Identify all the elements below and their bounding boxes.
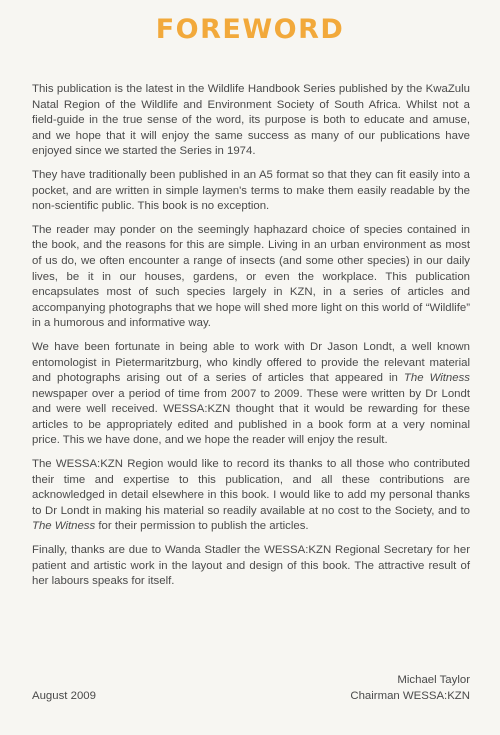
signature-name: Michael Taylor bbox=[397, 674, 470, 686]
paragraph-format: They have traditionally been published in an A5 format so that they can fit easily into a pocket, and are written in simple laymen's terms to make them easily readable by the non-scientific public. This book is no exception. bbox=[32, 168, 470, 213]
paragraph-thanks-text-b: for their permission to publish the articles. bbox=[95, 520, 309, 533]
signature-block bbox=[350, 673, 470, 704]
foreword-body bbox=[32, 82, 470, 598]
paragraph-londt-text-b: newspaper over a period of time from 2007 to 2009. These were written by Dr Londt and were well received. WESSA:KZN thought that it would be rewarding for these articles to be appropriately edited and published in a book form at a very nominal price. This we have done, and we hope the reader will enjoy the result. bbox=[32, 387, 470, 447]
signature-role: Chairman WESSA:KZN bbox=[350, 689, 470, 702]
page-title: FOREWORD bbox=[155, 14, 345, 45]
foreword-date: August 2009 bbox=[32, 690, 96, 702]
paragraph-thanks bbox=[32, 457, 470, 535]
paragraph-intro: This publication is the latest in the Wildlife Handbook Series published by the KwaZulu Natal Region of the Wildlife and Environment Society of South Africa. Whilst not a field-guide in the true sense of the word, its purpose is both to educate and amuse, and we hope that it will enjoy the same success as many of our publications have enjoyed since we started the Series in 1974. bbox=[32, 83, 470, 158]
paragraph-finally: Finally, thanks are due to Wanda Stadler the WESSA:KZN Regional Secretary for her patient and artistic work in the layout and design of this book. The attractive result of her labours speaks for itself. bbox=[32, 544, 470, 588]
paragraph-thanks-text-a: The WESSA:KZN Region would like to record its thanks to all those who contributed their time and expertise to this publication, and all these contributions are acknowledged in detail elsewhere in this book. I would like to add my personal thanks to Dr Londt in making his material so readily available at no cost to the Society, and to bbox=[32, 458, 470, 517]
paragraph-thanks-witness: The Witness bbox=[32, 520, 96, 533]
paragraph-londt bbox=[32, 340, 470, 449]
paragraph-londt-witness: The Witness bbox=[403, 372, 470, 385]
paragraph-londt-text-a: We have been fortunate in being able to work with Dr Jason Londt, a well known entomologist in Pietermaritzburg, who kindly offered to provide the relevant material and photographs arising out of a series of articles that appeared in bbox=[32, 340, 470, 385]
paragraph-species: The reader may ponder on the seemingly haphazard choice of species contained in the book, and the reasons for this are simple. Living in an urban environment as most of us do, we often encounter a range of insects (and some other species) in our daily lives, be it in our houses, gardens, or even the workplace. This publication encapsulates most of such species largely in KZN, in a series of articles and accompanying photographs that we hope will shed more light on this world of “Wildlife” in a humorous and informative way. bbox=[32, 223, 470, 330]
